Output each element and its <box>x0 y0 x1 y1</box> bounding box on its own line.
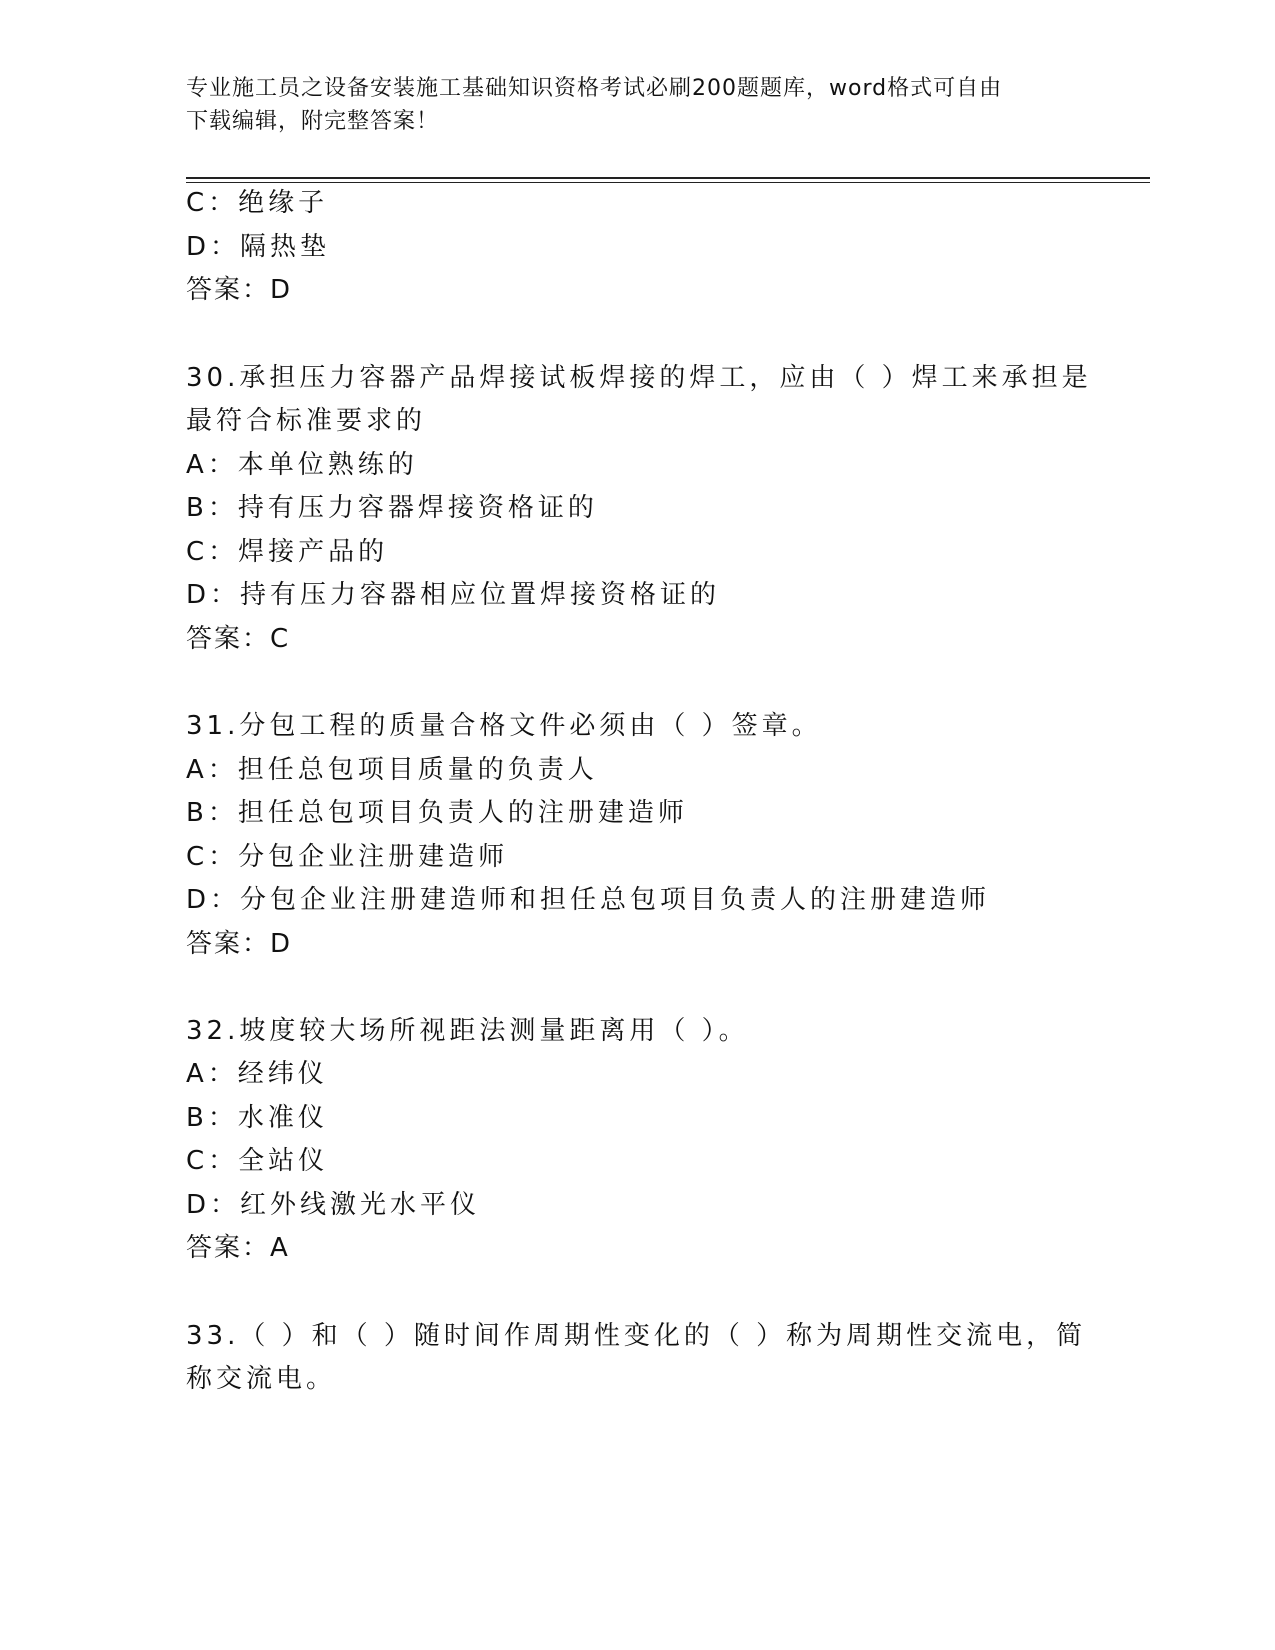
q29-option-c: C：绝缘子 <box>186 188 329 218</box>
q31-option-b: B：担任总包项目负责人的注册建造师 <box>186 798 688 828</box>
q30-stem-line-1: 30.承担压力容器产品焊接试板焊接的焊工，应由（ ）焊工来承担是 <box>186 363 1092 393</box>
q33-stem-line-1: 33.（ ）和（ ）随时间作周期性变化的（ ）称为周期性交流电，简 <box>186 1321 1087 1351</box>
q33-stem-line-2: 称交流电。 <box>186 1364 337 1394</box>
header-title-line-2: 下载编辑，附完整答案！ <box>186 109 440 134</box>
q31-option-d: D：分包企业注册建造师和担任总包项目负责人的注册建造师 <box>186 885 991 915</box>
q30-option-a: A：本单位熟练的 <box>186 450 418 480</box>
q32-answer: 答案：A <box>186 1233 290 1263</box>
q32-stem: 32.坡度较大场所视距法测量距离用（ ）。 <box>186 1016 749 1046</box>
header-title-line-1: 专业施工员之设备安装施工基础知识资格考试必刷200题题库，word格式可自由 <box>186 76 1003 101</box>
q31-answer: 答案：D <box>186 929 293 959</box>
q30-option-c: C：焊接产品的 <box>186 537 389 567</box>
q30-option-d: D：持有压力容器相应位置焊接资格证的 <box>186 580 721 610</box>
header-divider-thin <box>186 182 1150 183</box>
q30-stem-line-2: 最符合标准要求的 <box>186 406 427 436</box>
q29-option-d: D：隔热垫 <box>186 232 331 262</box>
q31-option-c: C：分包企业注册建造师 <box>186 842 509 872</box>
q31-option-a: A：担任总包项目质量的负责人 <box>186 755 598 785</box>
q30-option-b: B：持有压力容器焊接资格证的 <box>186 493 598 523</box>
q30-answer: 答案：C <box>186 624 291 654</box>
q32-option-a: A：经纬仪 <box>186 1059 328 1089</box>
document-header <box>186 72 1086 138</box>
header-divider-thick <box>186 177 1150 179</box>
q32-option-d: D：红外线激光水平仪 <box>186 1190 481 1220</box>
q32-option-b: B：水准仪 <box>186 1103 328 1133</box>
q32-option-c: C：全站仪 <box>186 1146 329 1176</box>
q31-stem: 31.分包工程的质量合格文件必须由（ ）签章。 <box>186 711 822 741</box>
q29-answer: 答案：D <box>186 275 293 305</box>
